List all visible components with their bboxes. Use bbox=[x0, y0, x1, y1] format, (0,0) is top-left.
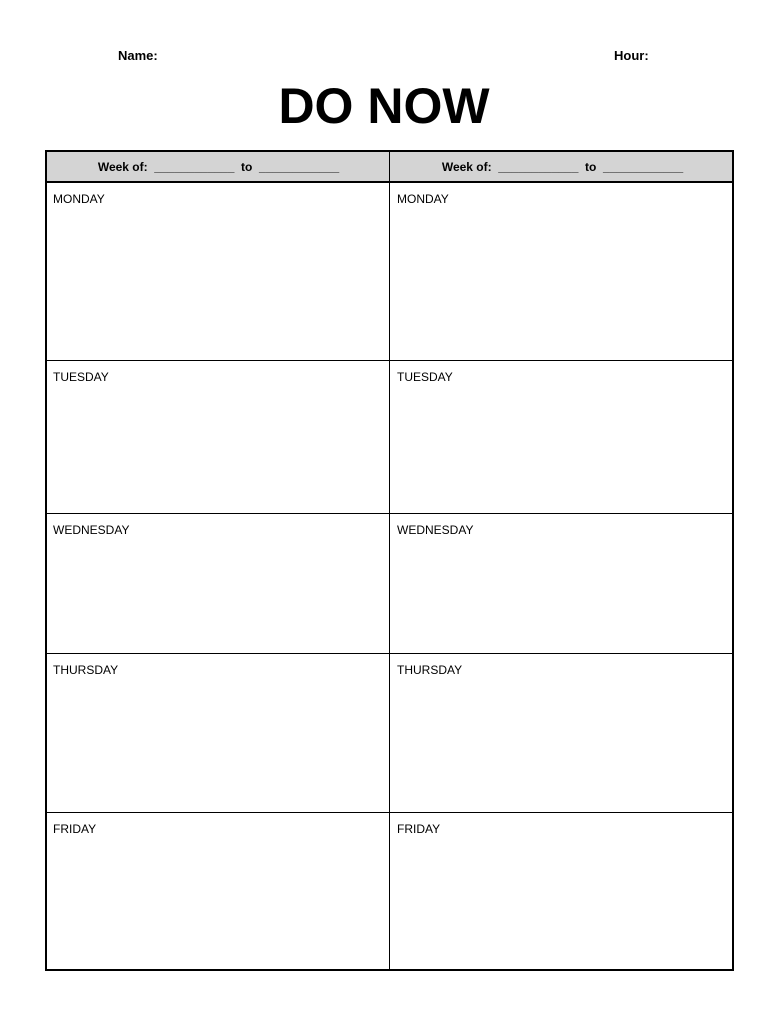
day-cell-monday-right[interactable] bbox=[391, 183, 734, 360]
day-cell-wednesday-right[interactable] bbox=[391, 514, 734, 653]
day-label: TUESDAY bbox=[397, 370, 453, 384]
hour-label: Hour: bbox=[614, 48, 649, 63]
weekly-table bbox=[45, 150, 734, 971]
day-label: TUESDAY bbox=[53, 370, 109, 384]
day-label: MONDAY bbox=[53, 192, 105, 206]
day-cell-wednesday-left[interactable] bbox=[47, 514, 390, 653]
day-cell-thursday-left[interactable] bbox=[47, 654, 390, 812]
day-label: MONDAY bbox=[397, 192, 449, 206]
day-cell-thursday-right[interactable] bbox=[391, 654, 734, 812]
day-label: FRIDAY bbox=[53, 822, 97, 836]
name-label: Name: bbox=[118, 48, 158, 63]
week-of-field-right[interactable]: Week of: ____________ to ____________ bbox=[441, 159, 684, 174]
day-cell-friday-right[interactable] bbox=[391, 813, 734, 969]
day-cell-tuesday-left[interactable] bbox=[47, 361, 390, 513]
page-title: DO NOW bbox=[278, 78, 490, 134]
day-label: THURSDAY bbox=[53, 663, 119, 677]
day-label: THURSDAY bbox=[397, 663, 463, 677]
day-cell-monday-left[interactable] bbox=[47, 183, 390, 360]
week-of-field-left[interactable]: Week of: ____________ to ____________ bbox=[97, 159, 340, 174]
column-divider bbox=[389, 152, 390, 969]
day-cell-friday-left[interactable] bbox=[47, 813, 390, 969]
day-cell-tuesday-right[interactable] bbox=[391, 361, 734, 513]
day-label: WEDNESDAY bbox=[53, 523, 130, 537]
day-label: WEDNESDAY bbox=[397, 523, 474, 537]
day-label: FRIDAY bbox=[397, 822, 441, 836]
